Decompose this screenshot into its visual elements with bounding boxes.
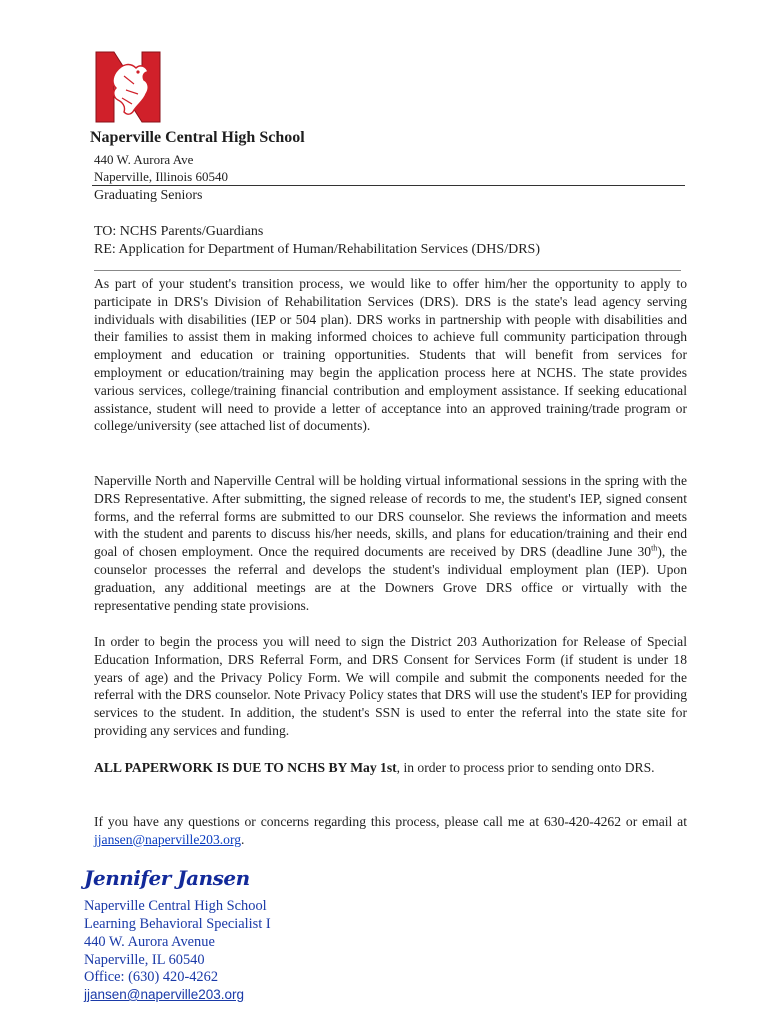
signature-address: 440 W. Aurora Avenue xyxy=(84,934,215,950)
paragraph-1: As part of your student's transition process, we would like to offer him/her the opportunity to apply to participate in DRS's Division of Rehabilitation Services (DRS). DRS is the state's lead agency serving individuals with disabilities (IEP or 504 plan). DRS works in partnership with people with disabilities and their families to assist them in making informed choices to achieve full community participation through employment and education or training opportunities. Students that will benefit from services for employment or education/training may begin the application process here at NCHS. The state provides various services, college/training financial contribution and employment assistance. If seeking educational assistance, student will need to provide a letter of acceptance into an approved training/trade program or college/university (see attached list of documents). xyxy=(94,276,687,434)
deadline-bold: ALL PAPERWORK IS DUE TO NCHS BY May 1st xyxy=(94,760,397,775)
paragraph-3: In order to begin the process you will need to sign the District 203 Authorization for Release of Special Education Information, DRS Referral Form, and DRS Consent for Services Form (if student is under 18 years of age) and the Privacy Policy Form. We will compile and submit the components needed for the referral with the DRS counselor. Note Privacy Policy states that DRS will use the student's IEP for providing services to the student. In addition, the student's SSN is used to enter the referral into the state site for providing any services and funding. xyxy=(94,634,687,738)
superscript-th: th xyxy=(651,543,658,553)
signature-school: Naperville Central High School xyxy=(84,898,267,914)
header-divider xyxy=(92,185,685,186)
address-line-2: Naperville, Illinois 60540 xyxy=(94,169,228,184)
paragraph-2-text-b: ), the counselor processes the referral and develops the student's individual employment plan (IEP). Upon graduation, any additional meetings are at the Downers Grove DRS office or virtually with the representative pending state provisions. xyxy=(94,544,687,613)
paragraph-4 xyxy=(94,759,687,777)
paragraph-2-text-a: Naperville North and Naperville Central will be holding virtual informational sessions in the spring with the DRS Representative. After submitting, the signed release of records to me, the student's IEP, signed consent forms, and the referral forms are submitted to our DRS counselor. She reviews the information and meets with the student and parents to discuss his/her needs, skills, and plans for education/training and their end goal of chosen employment. Once the required documents are received by DRS (deadline June 30 xyxy=(94,473,687,560)
paragraph-5-text: If you have any questions or concerns regarding this process, please call me at 630-420-4262 or email at xyxy=(94,814,687,829)
signature-name: Jennifer Jansen xyxy=(84,866,250,890)
memo-divider xyxy=(94,270,681,271)
signature-phone: Office: (630) 420-4262 xyxy=(84,969,219,985)
audience-line: Graduating Seniors xyxy=(94,188,203,203)
paragraph-2 xyxy=(94,472,687,614)
school-logo-icon xyxy=(94,50,162,124)
email-link[interactable]: jjansen@naperville203.org xyxy=(94,831,242,847)
memo-re: RE: Application for Department of Human/Rehabilitation Services (DHS/DRS) xyxy=(94,242,540,257)
address-line-1: 440 W. Aurora Ave xyxy=(94,152,194,167)
paragraph-5 xyxy=(94,813,687,849)
memo-to: TO: NCHS Parents/Guardians xyxy=(94,224,264,239)
paragraph-4-text: , in order to process prior to sending onto DRS. xyxy=(396,760,655,775)
signature-city: Naperville, IL 60540 xyxy=(84,952,205,968)
school-name: Naperville Central High School xyxy=(90,129,305,146)
signature-email-link[interactable]: jjansen@naperville203.org xyxy=(84,987,245,1002)
signature-title: Learning Behavioral Specialist I xyxy=(84,916,271,932)
paragraph-5-end: . xyxy=(241,831,245,847)
